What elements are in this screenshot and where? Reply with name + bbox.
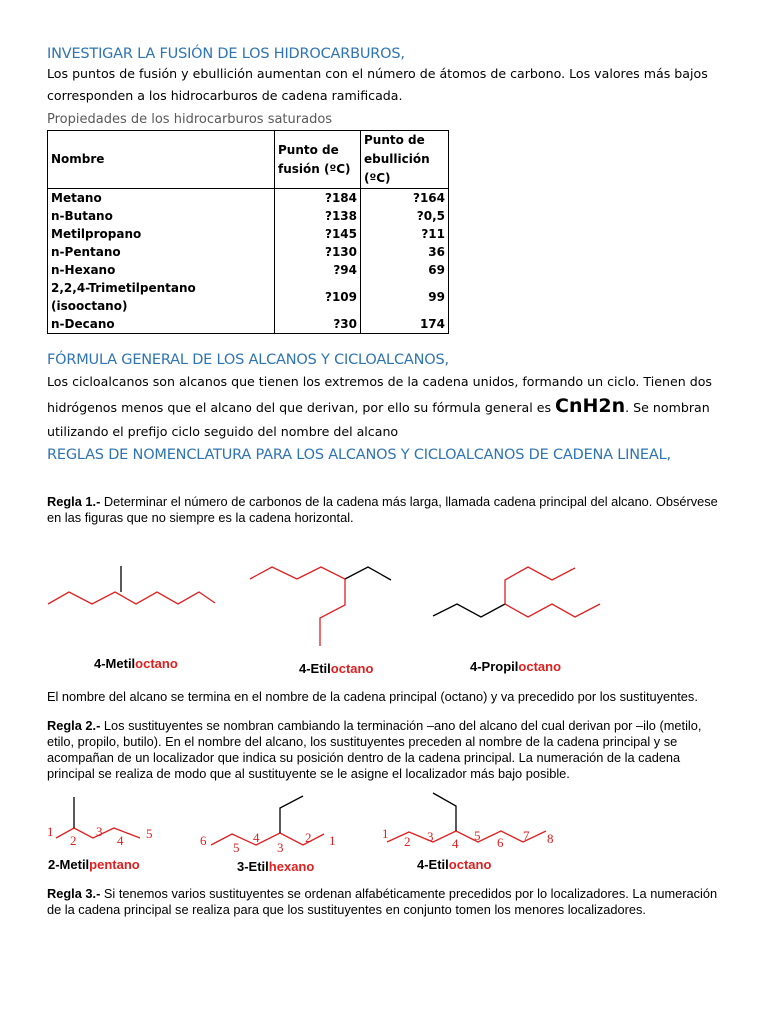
structure-4-metiloctano <box>48 566 215 604</box>
structure-4-etiloctano-numbered <box>382 793 554 851</box>
locant: 5 <box>474 828 481 843</box>
fig5-label: 3-Etilhexano <box>237 859 315 874</box>
cell-fusion: ?30 <box>275 315 361 334</box>
locant: 4 <box>452 836 459 851</box>
locant: 8 <box>547 831 554 846</box>
regla3-label: Regla 3.- <box>47 886 101 901</box>
locant: 5 <box>233 840 240 855</box>
cell-ebullicion: 99 <box>361 279 449 315</box>
cell-fusion: ?145 <box>275 225 361 243</box>
regla2-paragraph <box>47 718 727 782</box>
regla1-text: Determinar el número de carbonos de la cadena más larga, llamada cadena principal del alcano. Obsérvese en las figuras que no siempre es la cadena horizontal. <box>47 494 718 525</box>
fig2-label: 4-Etiloctano <box>299 661 374 676</box>
regla3-text: Si tenemos varios sustituyentes se ordenan alfabéticamente precedidos por lo localizadores. La numeración de la cadena principal se realiza para que los sustituyentes en conjunto tomen los menores localizadores. <box>47 886 718 917</box>
nombre-paragraph: El nombre del alcano se termina en el nombre de la cadena principal (octano) y va precedido por los sustituyentes. <box>47 689 698 704</box>
cell-fusion: ?94 <box>275 261 361 279</box>
cell-name: Metilpropano <box>48 225 275 243</box>
table-caption: Propiedades de los hidrocarburos saturados <box>47 112 333 127</box>
fig6-label: 4-Etiloctano <box>417 857 492 872</box>
locant: 2 <box>404 834 411 849</box>
structure-3-etilhexano <box>200 796 336 855</box>
locant: 4 <box>117 833 124 848</box>
cell-name: n-Pentano <box>48 243 275 261</box>
cell-name: 2,2,4-Trimetilpentano (isooctano) <box>48 279 275 315</box>
locant: 6 <box>200 833 207 848</box>
cell-name: Metano <box>48 189 275 208</box>
locant: 1 <box>329 833 336 848</box>
header-fusion-line1: Punto de <box>278 142 339 157</box>
regla2-label: Regla 2.- <box>47 718 101 733</box>
cell-name: n-Decano <box>48 315 275 334</box>
locant: 3 <box>96 824 103 839</box>
formula-text-after: . Se nombran utilizando el prefijo ciclo seguido del nombre del alcano <box>47 400 710 439</box>
locant: 2 <box>305 830 312 845</box>
cell-ebullicion: ?0,5 <box>361 207 449 225</box>
cell-ebullicion: 69 <box>361 261 449 279</box>
cell-fusion: ?109 <box>275 279 361 315</box>
section-heading-reglas: REGLAS DE NOMENCLATURA PARA LOS ALCANOS Y CICLOALCANOS DE CADENA LINEAL, <box>47 447 671 463</box>
locant: 5 <box>146 826 153 841</box>
header-ebullicion-line2: ebullición (ºC) <box>364 152 430 185</box>
fusion-paragraph: Los puntos de fusión y ebullición aumentan con el número de átomos de carbono. Los valores más bajos corresponden a los hidrocarburos de cadena ramificada. <box>47 66 708 103</box>
header-fusion-line2: fusión (ºC) <box>278 161 351 176</box>
structure-2-metilpentano <box>47 797 153 848</box>
cell-fusion: ?184 <box>275 189 361 208</box>
cell-fusion: ?130 <box>275 243 361 261</box>
formula-cnh2n: CnH2n <box>555 395 626 417</box>
header-nombre: Nombre <box>48 131 275 189</box>
locant: 6 <box>497 835 504 850</box>
cell-ebullicion: 36 <box>361 243 449 261</box>
structure-4-etiloctano <box>250 567 391 646</box>
formula-text-before: Los cicloalcanos son alcanos que tienen los extremos de la cadena unidos, formando un ciclo. Tienen dos hidrógenos menos que el alcano del que derivan, por ello su fórmula general es <box>47 374 712 415</box>
locant: 1 <box>382 826 389 841</box>
locant: 2 <box>70 833 77 848</box>
locant: 4 <box>253 830 260 845</box>
section-heading-fusion: INVESTIGAR LA FUSIÓN DE LOS HIDROCARBUROS, <box>47 46 405 62</box>
regla3-paragraph <box>47 886 727 918</box>
fig3-label: 4-Propiloctano <box>470 659 562 674</box>
structure-4-propiloctano <box>433 567 600 617</box>
cell-fusion: ?138 <box>275 207 361 225</box>
locant: 3 <box>277 840 284 855</box>
cell-ebullicion: ?11 <box>361 225 449 243</box>
cell-name: n-Butano <box>48 207 275 225</box>
section-heading-formula: FÓRMULA GENERAL DE LOS ALCANOS Y CICLOALCANOS, <box>47 352 449 368</box>
header-ebullicion-line1: Punto de <box>364 133 425 147</box>
locant: 7 <box>523 828 530 843</box>
cell-ebullicion: 174 <box>361 315 449 334</box>
regla1-label: Regla 1.- <box>47 494 101 509</box>
cell-name: n-Hexano <box>48 261 275 279</box>
locant: 3 <box>427 829 434 844</box>
regla2-text: Los sustituyentes se nombran cambiando la terminación –ano del alcano del cual derivan por –ilo (metilo, etilo, propilo, butilo). En el nombre del alcano, los sustituyentes preceden al nombre de la cadena principal y se acompañan de un localizador que indica su posición dentro de la cadena principal. La numeración de la cadena principal se realiza de modo que al sustituyente se le asigne el localizador más bajo posible. <box>47 718 702 781</box>
locant: 1 <box>47 824 54 839</box>
cell-ebullicion: ?164 <box>361 189 449 208</box>
fig4-label: 2-Metilpentano <box>48 857 140 872</box>
fig1-label: 4-Metiloctano <box>94 656 178 671</box>
